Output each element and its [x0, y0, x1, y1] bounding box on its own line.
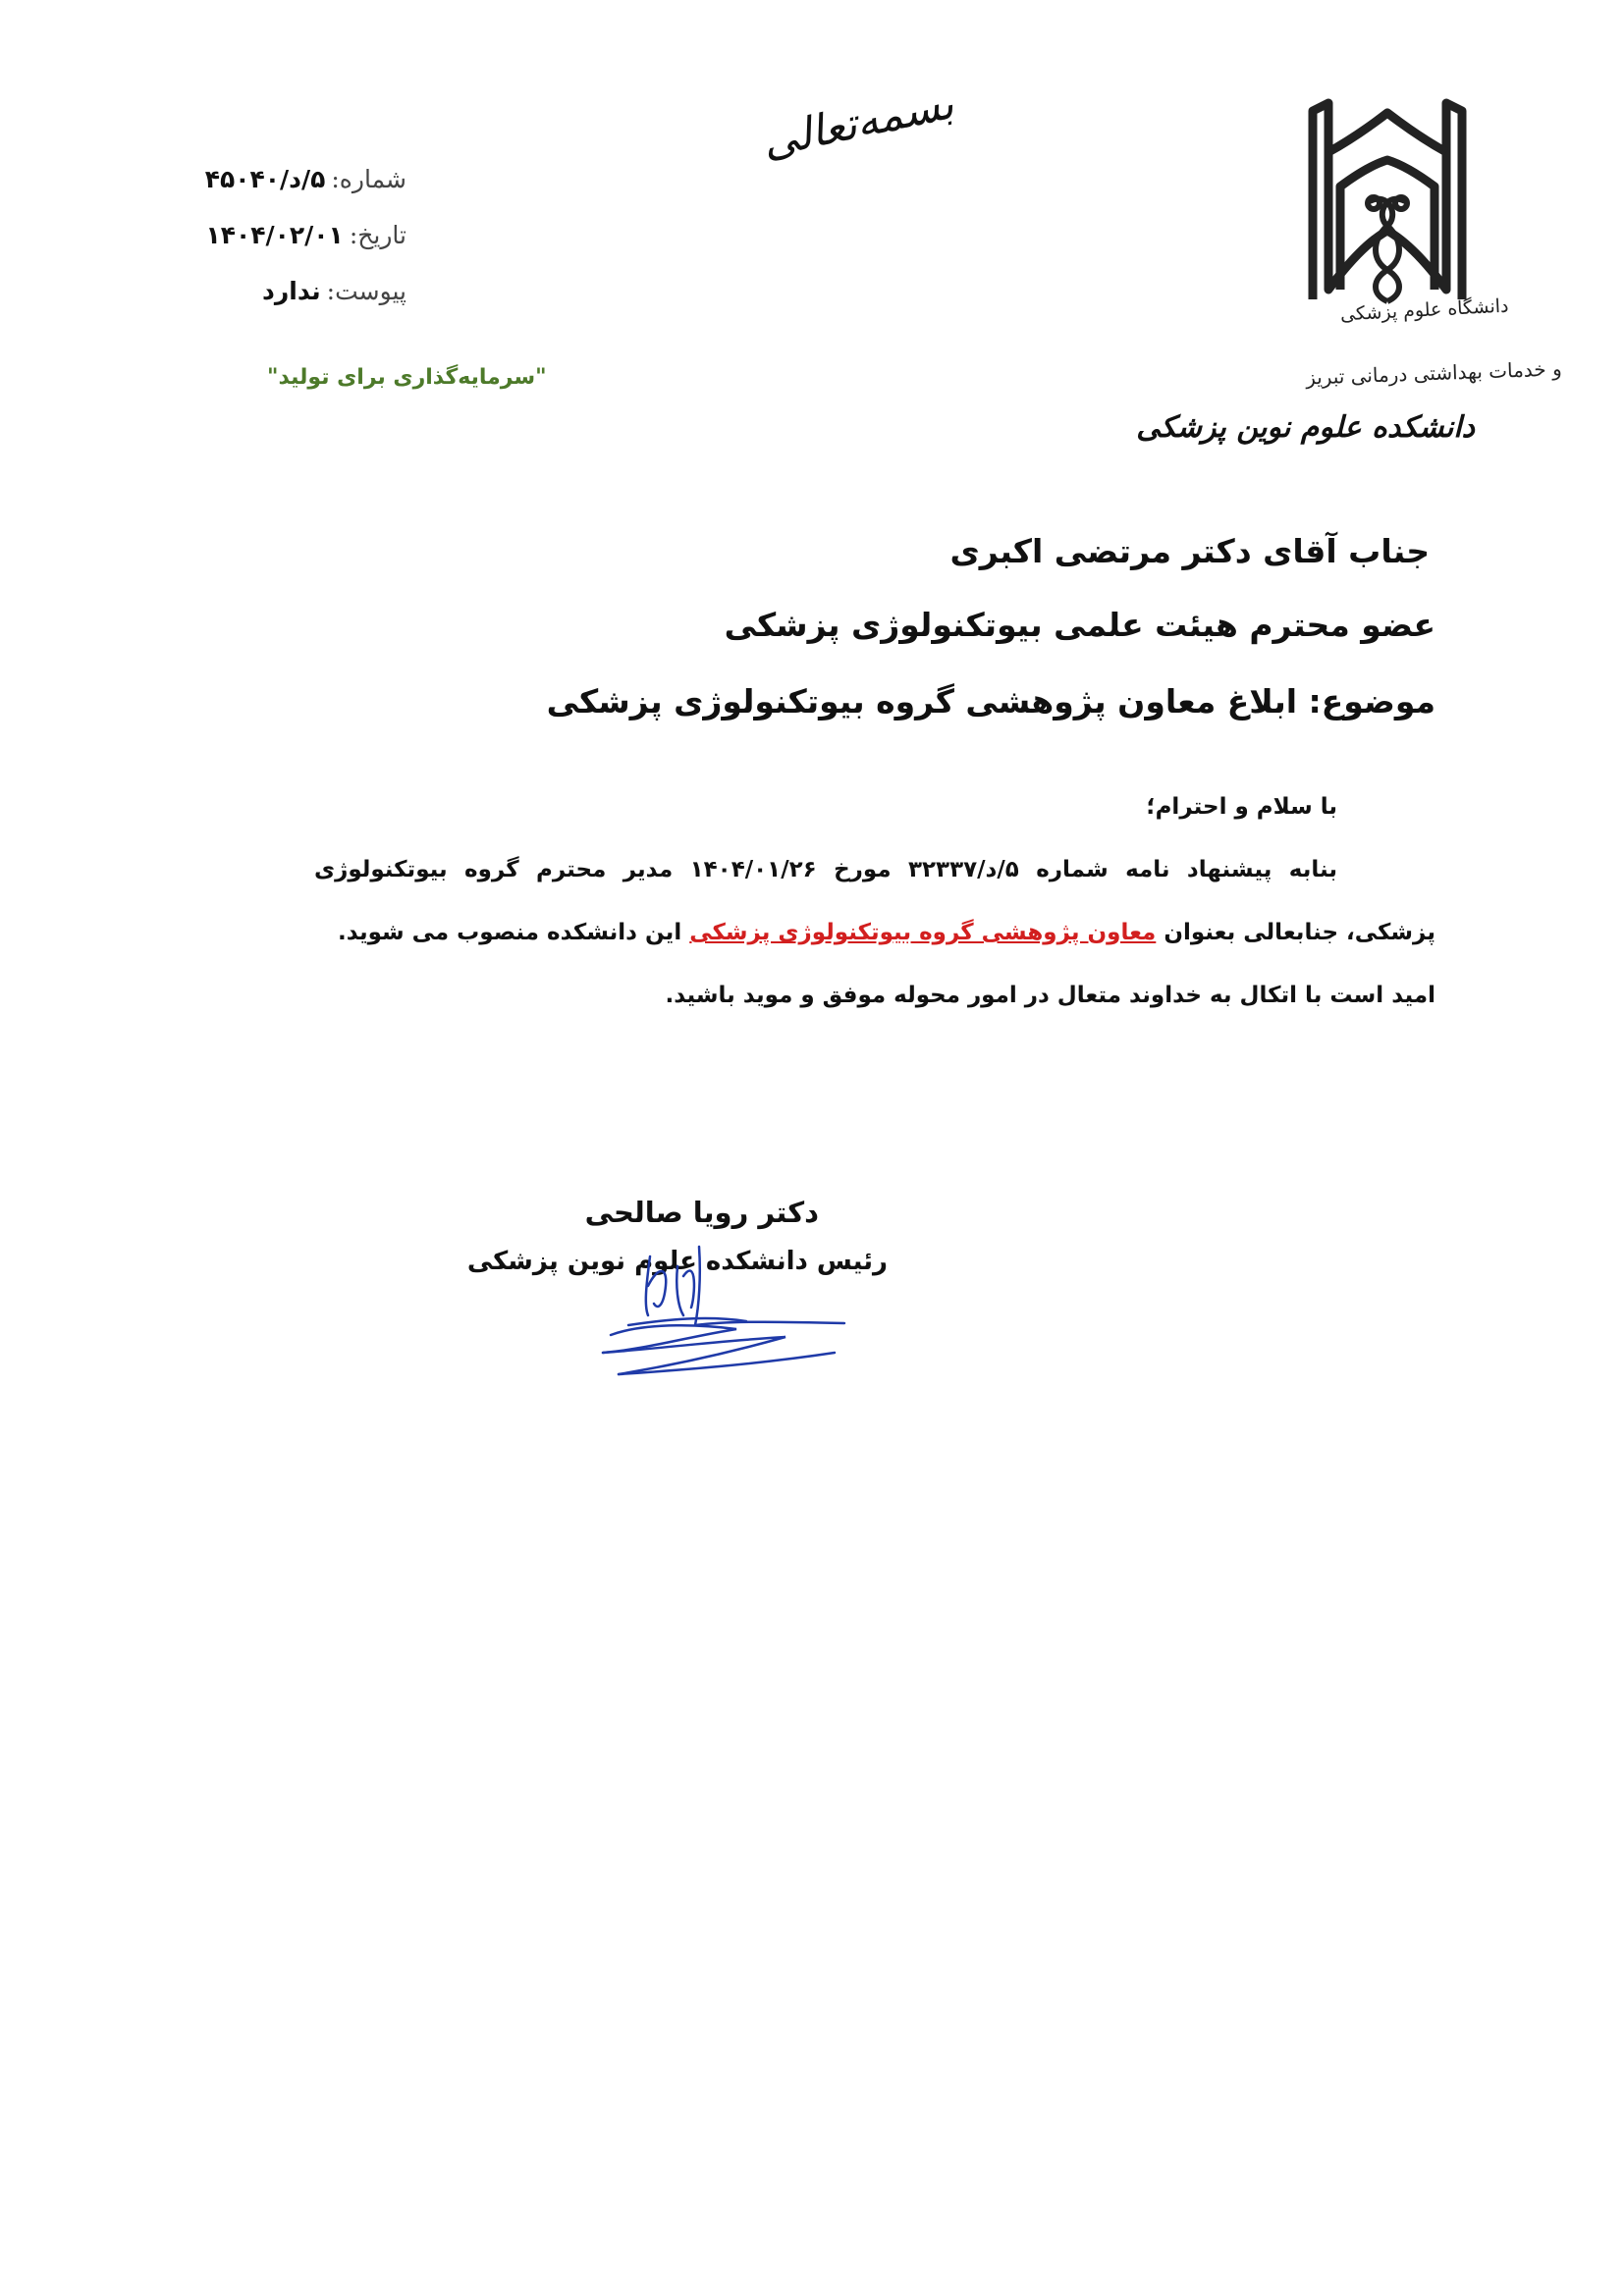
university-name-line2: و خدمات بهداشتی درمانی تبریز	[1305, 356, 1563, 390]
highlighted-position: معاون پژوهشی گروه بیوتکنولوژی پزشکی	[689, 920, 1157, 945]
letter-number-value: ۵/د/۴۵۰۴۰	[204, 165, 326, 193]
letter-subject: موضوع: ابلاغ معاون پژوهشی گروه بیوتکنولوژی پزشکی	[546, 682, 1435, 721]
faculty-name: دانشکده علوم نوین پزشکی	[1136, 410, 1475, 445]
letter-date-label: تاریخ:	[349, 221, 406, 249]
letter-attachment-value: ندارد	[262, 277, 321, 305]
greeting: با سلام و احترام؛	[1146, 794, 1337, 820]
letter-number-row	[205, 165, 406, 193]
signer-name: دکتر رویا صالحی	[584, 1196, 819, 1229]
university-name-line1: دانشگاه علوم پزشکی	[1339, 294, 1509, 326]
addressee-title: عضو محترم هیئت علمی بیوتکنولوژی پزشکی	[724, 606, 1435, 644]
year-slogan: "سرمایه‌گذاری برای تولید"	[267, 365, 547, 390]
letter-date-value: ۱۴۰۴/۰۲/۰۱	[205, 221, 344, 249]
letter-attachment-label: پیوست:	[326, 277, 406, 305]
letter-date-row	[205, 221, 406, 249]
addressee-name: جناب آقای دکتر مرتضی اکبری	[949, 532, 1430, 570]
header-motto: بسمه‌تعالی	[757, 79, 958, 168]
letter-body	[314, 775, 1435, 1027]
body-paragraph-1-end: این دانشکده منصوب می شوید.	[337, 920, 682, 945]
body-paragraph-2: امید است با اتکال به خداوند متعال در امور محوله موفق و موید باشید.	[665, 983, 1435, 1008]
body-paragraph-1-text: بنابه پیشنهاد نامه شماره ۵/د/۳۲۳۳۷ مورخ ۱۴۰۴/۰۱/۲۶ مدیر محترم گروه بیوتکنولوژی پزشکی، جنابعالی بعنوان	[314, 857, 1435, 945]
letter-number-label: شماره:	[331, 165, 406, 193]
body-paragraph-1	[314, 838, 1435, 964]
handwritten-signature	[589, 1227, 864, 1404]
signer-title: رئیس دانشکده علوم نوین پزشکی	[466, 1247, 888, 1276]
letter-attachment-row	[262, 277, 406, 305]
